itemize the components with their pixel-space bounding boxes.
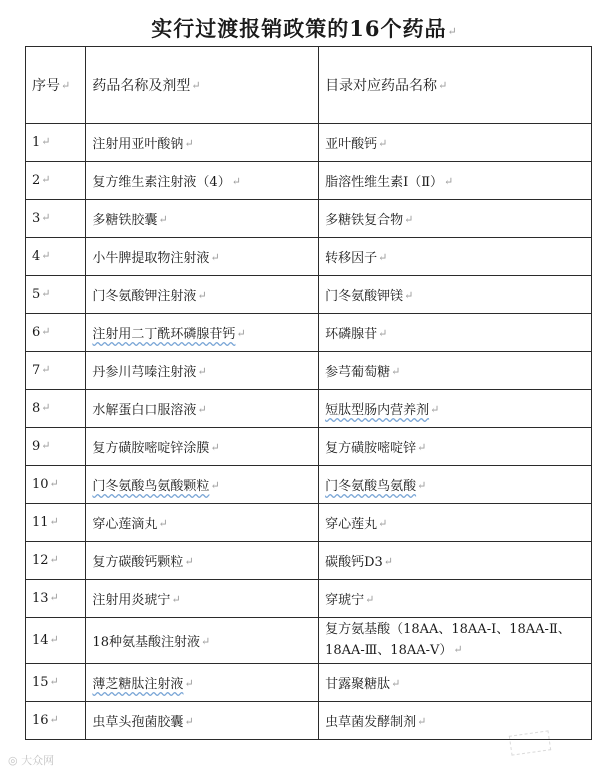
paragraph-mark-icon: ↵ [41,249,51,262]
catalog-name-cell [319,314,592,352]
drug-name: 水解蛋白口服溶液 [92,403,197,418]
table-row [26,276,592,314]
catalog-name: 穿琥宁 [325,593,365,608]
row-number: 7 [32,363,41,378]
table-header-row [26,47,592,124]
catalog-name-cell [319,504,592,542]
row-number: 9 [32,439,41,454]
table-row [26,352,592,390]
drug-name: 小牛脾提取物注射液 [92,251,210,266]
drug-name: 注射用亚叶酸钠 [92,137,184,152]
drug-name: 虫草头孢菌胶囊 [92,715,184,730]
drug-name-cell [86,162,319,200]
row-number: 2 [32,173,41,188]
row-number-cell [26,162,86,200]
table-row [26,314,592,352]
paragraph-mark-icon: ↵ [41,325,51,338]
paragraph-mark-icon: ↵ [417,479,427,492]
paragraph-mark-icon: ↵ [365,593,375,606]
row-number: 1 [32,135,41,150]
catalog-name-cell [319,580,592,618]
paragraph-mark-icon: ↵ [453,643,463,656]
catalog-name: 碳酸钙D3 [325,555,383,570]
row-number-cell [26,124,86,162]
paragraph-mark-icon: ↵ [231,175,241,188]
paragraph-mark-icon: ↵ [49,515,59,528]
paragraph-mark-icon: ↵ [210,441,220,454]
catalog-name: 复方磺胺嘧啶锌 [325,441,417,456]
drug-name: 门冬氨酸鸟氨酸颗粒 [92,479,210,494]
catalog-name: 短肽型肠内营养剂 [325,403,430,418]
table-row [26,542,592,580]
catalog-name-cell [319,162,592,200]
drug-name-cell [86,428,319,466]
paragraph-mark-icon: ↵ [41,439,51,452]
paragraph-mark-icon: ↵ [41,363,51,376]
paragraph-mark-icon: ↵ [41,401,51,414]
catalog-name-cell [319,200,592,238]
paragraph-mark-icon: ↵ [378,137,388,150]
watermark-text: 大众网 [21,754,55,767]
row-number-cell [26,352,86,390]
catalog-name: 复方氨基酸（18AA、18AA-Ⅰ、18AA-Ⅱ、18AA-Ⅲ、18AA-Ⅴ） [325,622,571,658]
paragraph-mark-icon: ↵ [191,79,201,92]
row-number: 4 [32,249,41,264]
row-number-cell [26,504,86,542]
paragraph-mark-icon: ↵ [184,677,194,690]
drug-name-cell [86,702,319,740]
row-number-cell [26,314,86,352]
table-row [26,124,592,162]
paragraph-mark-icon: ↵ [378,327,388,340]
catalog-name: 转移因子 [325,251,378,266]
watermark-icon: ◎ [8,754,22,767]
catalog-name: 穿心莲丸 [325,517,378,532]
paragraph-mark-icon: ↵ [210,251,220,264]
row-number-cell [26,702,86,740]
catalog-name: 多糖铁复合物 [325,213,404,228]
paragraph-mark-icon: ↵ [171,593,181,606]
table-row [26,580,592,618]
paragraph-mark-icon: ↵ [391,365,401,378]
drug-name: 复方维生素注射液（4） [92,175,231,190]
row-number: 5 [32,287,41,302]
row-number: 16 [32,713,49,728]
catalog-name: 门冬氨酸鸟氨酸 [325,479,417,494]
table-row [26,428,592,466]
watermark [8,752,54,768]
paragraph-mark-icon: ↵ [417,441,427,454]
paragraph-mark-icon: ↵ [184,137,194,150]
drug-name-cell [86,504,319,542]
table-row [26,390,592,428]
paragraph-mark-icon: ↵ [49,553,59,566]
catalog-name-cell [319,352,592,390]
row-number-cell [26,428,86,466]
drug-name: 注射用二丁酰环磷腺苷钙 [92,327,236,342]
table-row [26,466,592,504]
paragraph-mark-icon: ↵ [447,25,458,38]
row-number-cell [26,200,86,238]
catalog-name: 亚叶酸钙 [325,137,378,152]
row-number: 8 [32,401,41,416]
paragraph-mark-icon: ↵ [41,287,51,300]
paragraph-mark-icon: ↵ [236,327,246,340]
table-row [26,702,592,740]
catalog-name: 虫草菌发酵制剂 [325,715,417,730]
drug-name-cell [86,580,319,618]
paragraph-mark-icon: ↵ [378,251,388,264]
drug-name: 门冬氨酸钾注射液 [92,289,197,304]
drug-name: 穿心莲滴丸 [92,517,158,532]
catalog-name: 环磷腺苷 [325,327,378,342]
drug-name: 复方碳酸钙颗粒 [92,555,184,570]
catalog-name: 脂溶性维生素Ⅰ（Ⅱ） [325,175,444,190]
drug-name: 18种氨基酸注射液 [92,635,200,650]
table-row [26,504,592,542]
paragraph-mark-icon: ↵ [197,365,207,378]
row-number: 15 [32,675,49,690]
paragraph-mark-icon: ↵ [444,175,454,188]
document-title [0,12,609,46]
row-number: 6 [32,325,41,340]
catalog-name: 参芎葡萄糖 [325,365,391,380]
paragraph-mark-icon: ↵ [438,79,448,92]
paragraph-mark-icon: ↵ [41,135,51,148]
document-title-text: 实行过渡报销政策的16个药品 [151,16,447,41]
paragraph-mark-icon: ↵ [210,479,220,492]
paragraph-mark-icon: ↵ [158,517,168,530]
paragraph-mark-icon: ↵ [383,555,393,568]
row-number: 13 [32,591,49,606]
row-number-cell [26,664,86,702]
drug-name-cell [86,466,319,504]
corner-stamp [509,730,551,755]
paragraph-mark-icon: ↵ [430,403,440,416]
catalog-name-cell [319,618,592,664]
paragraph-mark-icon: ↵ [184,715,194,728]
header-cell [26,47,86,124]
table-row [26,664,592,702]
drug-name: 丹参川芎嗪注射液 [92,365,197,380]
row-number: 14 [32,633,49,648]
paragraph-mark-icon: ↵ [200,635,211,648]
paragraph-mark-icon: ↵ [49,591,59,604]
paragraph-mark-icon: ↵ [49,477,59,490]
drug-name: 多糖铁胶囊 [92,213,158,228]
drug-table-body [26,47,592,740]
paragraph-mark-icon: ↵ [41,173,51,186]
catalog-name-cell [319,702,592,740]
drug-name: 薄芝糖肽注射液 [92,677,184,692]
catalog-name-cell [319,124,592,162]
drug-name-cell [86,276,319,314]
row-number-cell [26,542,86,580]
catalog-name-cell [319,664,592,702]
catalog-name-cell [319,238,592,276]
catalog-name-cell [319,466,592,504]
catalog-name-cell [319,390,592,428]
paragraph-mark-icon: ↵ [417,715,427,728]
catalog-name-cell [319,428,592,466]
paragraph-mark-icon: ↵ [197,403,207,416]
drug-name-cell [86,664,319,702]
row-number-cell [26,390,86,428]
paragraph-mark-icon: ↵ [158,213,168,226]
header-label: 序号 [32,78,60,94]
drug-name-cell [86,542,319,580]
paragraph-mark-icon: ↵ [49,633,59,646]
row-number-cell [26,276,86,314]
header-label: 药品名称及剂型 [92,78,191,94]
row-number-cell [26,618,86,664]
paragraph-mark-icon: ↵ [404,289,414,302]
table-row [26,200,592,238]
drug-name: 复方磺胺嘧啶锌涂膜 [92,441,210,456]
paragraph-mark-icon: ↵ [41,211,51,224]
table-row [26,238,592,276]
drug-name-cell [86,238,319,276]
paragraph-mark-icon: ↵ [61,79,71,92]
header-cell [86,47,319,124]
catalog-name: 门冬氨酸钾镁 [325,289,404,304]
drug-name-cell [86,390,319,428]
drug-name-cell [86,200,319,238]
paragraph-mark-icon: ↵ [391,677,401,690]
paragraph-mark-icon: ↵ [49,675,59,688]
catalog-name: 甘露聚糖肽 [325,677,391,692]
paragraph-mark-icon: ↵ [378,517,388,530]
table-row [26,162,592,200]
catalog-name-cell [319,276,592,314]
paragraph-mark-icon: ↵ [197,289,207,302]
row-number-cell [26,466,86,504]
header-label: 目录对应药品名称 [325,78,438,94]
row-number: 3 [32,211,41,226]
paragraph-mark-icon: ↵ [49,713,59,726]
paragraph-mark-icon: ↵ [184,555,194,568]
table-row [26,618,592,664]
drug-table [25,46,592,740]
drug-name-cell [86,618,319,664]
row-number: 11 [32,515,49,530]
row-number: 10 [32,477,49,492]
drug-name-cell [86,124,319,162]
paragraph-mark-icon: ↵ [404,213,414,226]
drug-name-cell [86,314,319,352]
row-number-cell [26,238,86,276]
header-cell [319,47,592,124]
row-number-cell [26,580,86,618]
row-number: 12 [32,553,49,568]
drug-name-cell [86,352,319,390]
drug-name: 注射用炎琥宁 [92,593,171,608]
catalog-name-cell [319,542,592,580]
